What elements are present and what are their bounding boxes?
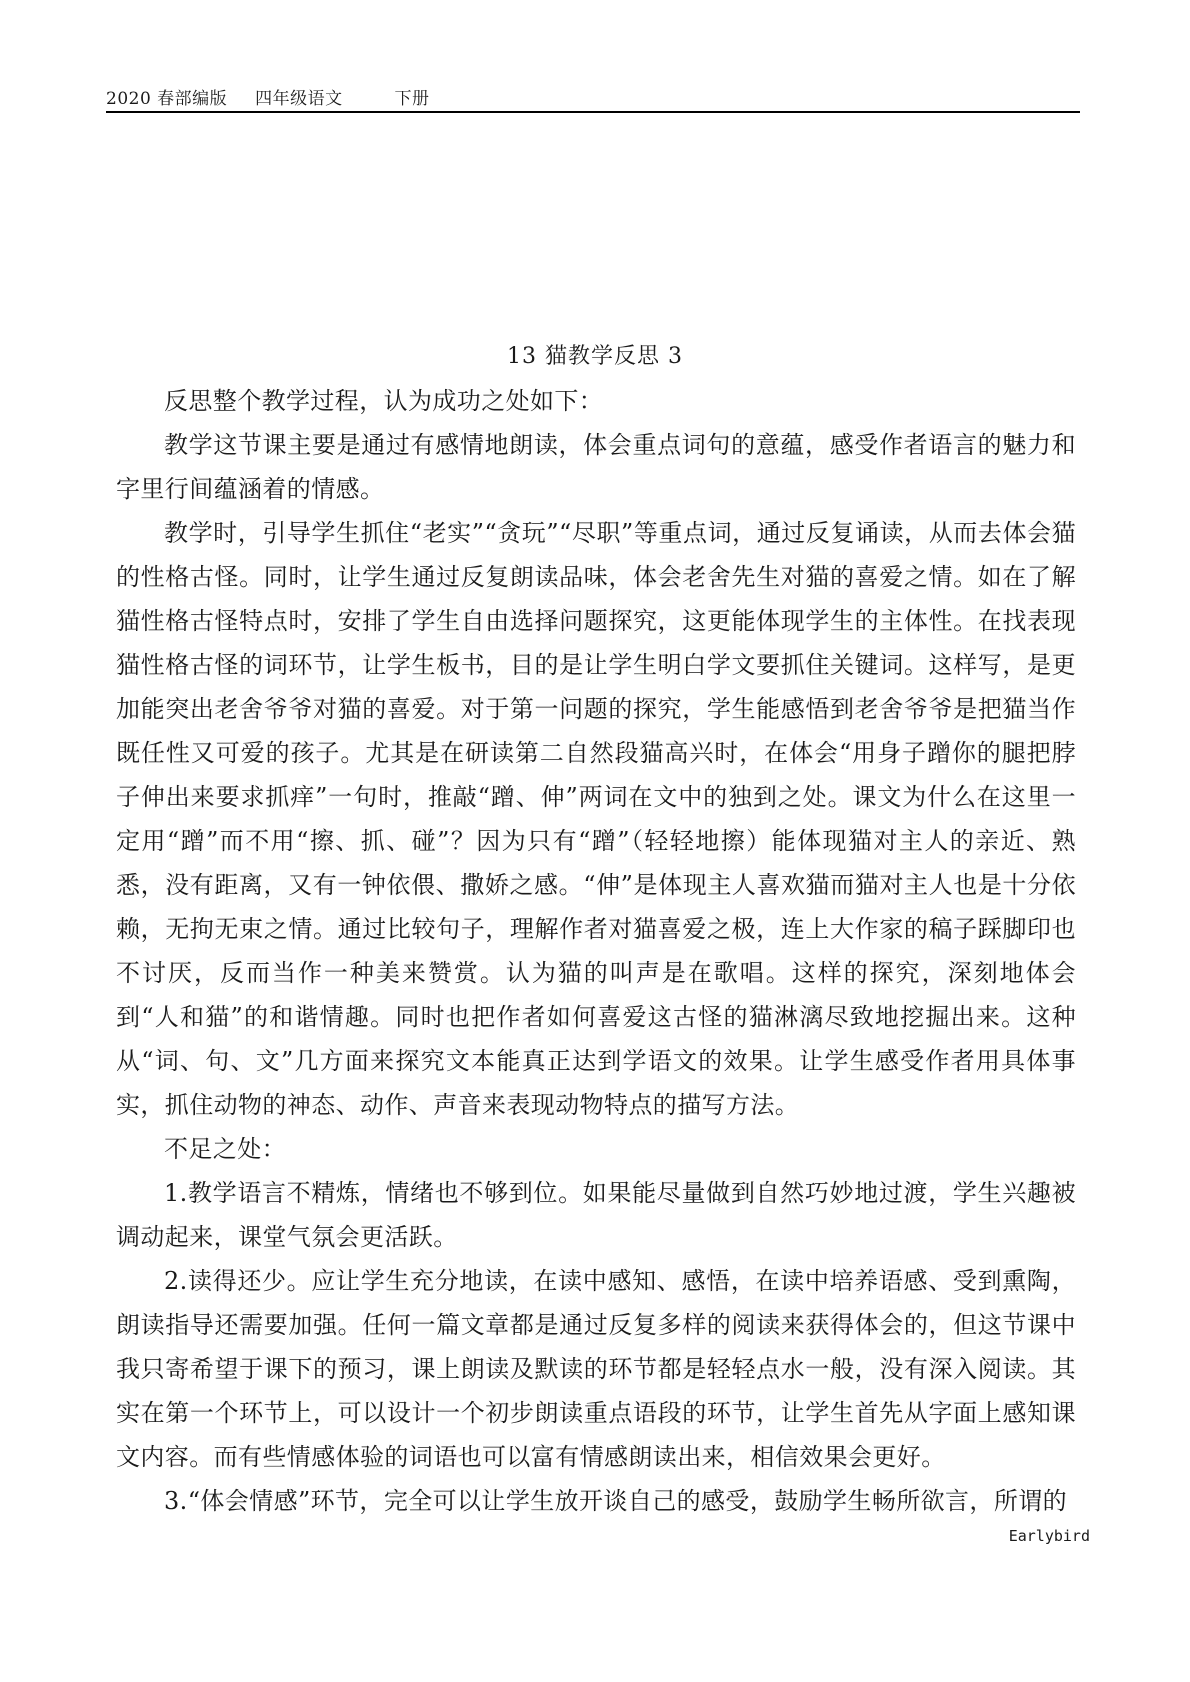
page-footer: Earlybird: [1008, 1527, 1090, 1545]
paragraph-shortcoming-3: 3.“体会情感”环节，完全可以让学生放开谈自己的感受，鼓励学生畅所欲言，所谓的: [164, 1487, 1068, 1515]
document-title: 13 猫教学反思 3: [507, 344, 683, 369]
paragraph-teaching: 教学时，引导学生抓住“老实”“贪玩”“尽职”等重点词，通过反复诵读，从而去体会猫的性格古怪。同时，让学生通过反复朗读品味，体会老舍先生对猫的喜爱之情。如在了解猫性格古怪特点时，安排了学生自由选择问题探究，这更能体现学生的主体性。在找表现猫性格古怪的词环节，让学生板书，目的是让学生明白学文要抓住关键词。这样写，是更加能突出老舍爷爷对猫的喜爱。对于第一问题的探究，学生能感悟到老舍爷爷是把猫当作既任性又可爱的孩子。尤其是在研读第二自然段猫高兴时，在体会“用身子蹭你的腿把脖子伸出来要求抓痒”一句时，推敲“蹭、伸”两词在文中的独到之处。课文为什么在这里一定用“蹭”而不用“擦、抓、碰”？因为只有“蹭”（轻轻地擦）能体现猫对主人的亲近、熟悉，没有距离，又有一钟依偎、撒娇之感。“伸”是体现主人喜欢猫而猫对主人也是十分依赖，无拘无束之情。通过比较句子，理解作者对猫喜爱之极，连上大作家的稿子踩脚印也不讨厌，反而当作一种美来赞赏。认为猫的叫声是在歌唱。这样的探究，深刻地体会到“人和猫”的和谐情趣。同时也把作者如何喜爱这古怪的猫淋漓尽致地挖掘出来。这种从“词、句、文”几方面来探究文本能真正达到学语文的效果。让学生感受作者用具体事实，抓住动物的神态、动作、声音来表现动物特点的描写方法。: [116, 519, 1076, 1119]
paragraph-shortcoming-2: 2.读得还少。应让学生充分地读，在读中感知、感悟，在读中培养语感、受到熏陶，朗读指导还需要加强。任何一篇文章都是通过反复多样的阅读来获得体会的，但这节课中我只寄希望于课下的预习，课上朗读及默读的环节都是轻轻点水一般，没有深入阅读。其实在第一个环节上，可以设计一个初步朗读重点语段的环节，让学生首先从字面上感知课文内容。而有些情感体验的词语也可以富有情感朗读出来，相信效果会更好。: [116, 1267, 1076, 1471]
paragraph-shortcomings-heading: 不足之处：: [164, 1135, 286, 1163]
paragraph-shortcoming-1: 1.教学语言不精炼，情绪也不够到位。如果能尽量做到自然巧妙地过渡，学生兴趣被调动起来，课堂气氛会更活跃。: [116, 1179, 1076, 1251]
paragraph-intro: 反思整个教学过程，认为成功之处如下：: [164, 387, 604, 415]
paragraph-goal: 教学这节课主要是通过有感情地朗读，体会重点词句的意蕴，感受作者语言的魅力和字里行间蕴涵着的情感。: [116, 431, 1076, 503]
header-volume: 下册: [394, 89, 430, 109]
page-header: [106, 84, 1080, 113]
document-body: [116, 379, 1076, 1523]
header-edition: 2020 春部编版: [106, 89, 228, 109]
header-grade: 四年级语文: [255, 89, 343, 109]
